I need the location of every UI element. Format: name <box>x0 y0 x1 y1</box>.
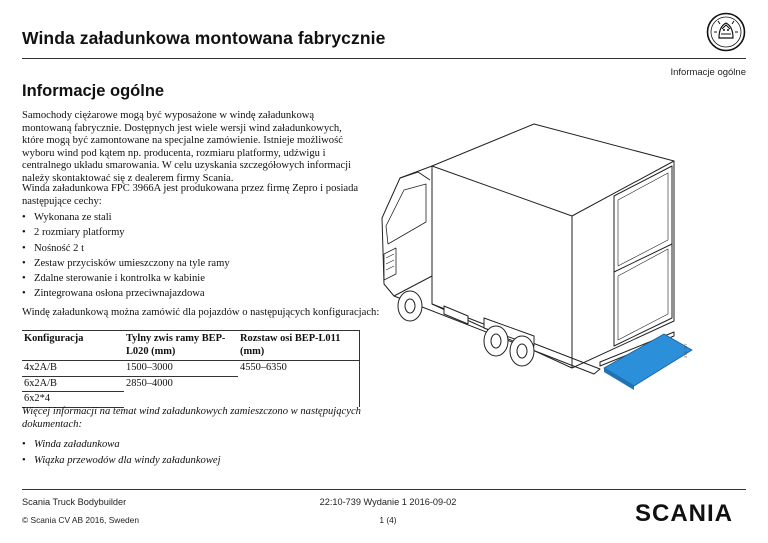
table-row <box>22 361 360 377</box>
feature-list <box>22 210 230 302</box>
list-item: • Zdalne sterowanie i kontrolka w kabinie <box>22 271 230 286</box>
list-item: • 2 rozmiary platformy <box>22 225 230 240</box>
document-title: Winda załadunkowa montowana fabrycznie <box>22 28 386 48</box>
publication-name: Scania Truck Bodybuilder <box>22 497 127 507</box>
table-cell: 1500–3000 <box>124 361 238 377</box>
copyright-text: © Scania CV AB 2016, Sweden <box>22 515 139 525</box>
table-cell: 6x2*4 <box>22 392 124 408</box>
list-item: • Wykonana ze stali <box>22 210 230 225</box>
column-header-wheelbase: Rozstaw osi BEP-L011 (mm) <box>238 331 360 361</box>
column-header-configuration: Konfiguracja <box>22 331 124 361</box>
configuration-table <box>22 330 360 408</box>
truck-tail-lift-illustration <box>374 106 694 396</box>
table-cell: 2850–4000 <box>124 376 238 407</box>
column-header-overhang: Tylny zwis ramy BEP-L020 (mm) <box>124 331 238 361</box>
scania-griffin-seal-icon <box>706 12 746 52</box>
further-info-paragraph: Więcej informacji na temat wind załadunkowych zamieszczono w następujących dokumentach: <box>22 406 361 430</box>
lift-description-paragraph: Winda załadunkowa FPC 3966A jest produkowana przez firmę Zepro i posiada następujące cechy: <box>22 183 359 207</box>
table-header-row <box>22 331 360 361</box>
section-tag: Informacje ogólne <box>670 67 746 78</box>
related-doc-link[interactable]: • Wiązka przewodów dla windy załadunkowej <box>22 453 221 469</box>
footer-divider <box>22 489 746 490</box>
brand-name: SCANIA <box>634 500 734 526</box>
page-number: 1 (4) <box>379 515 397 525</box>
related-documents-list <box>22 437 221 468</box>
header-divider <box>22 58 746 59</box>
table-cell: 4550–6350 <box>238 361 360 408</box>
scania-wordmark-logo <box>622 500 746 526</box>
figure-code: 374 787 <box>683 343 688 358</box>
section-heading: Informacje ogólne <box>22 82 165 100</box>
list-item: • Zestaw przycisków umieszczony na tyle ramy <box>22 256 230 271</box>
table-cell: 4x2A/B <box>22 361 124 377</box>
document-number: 22:10-739 Wydanie 1 2016-09-02 <box>319 497 457 507</box>
related-doc-link[interactable]: • Winda załadunkowa <box>22 437 221 453</box>
table-cell: 6x2A/B <box>22 376 124 392</box>
truck-cab <box>382 166 432 296</box>
list-item: • Nośność 2 t <box>22 241 230 256</box>
intro-paragraph: Samochody ciężarowe mogą być wyposażone w windę załadunkową montowaną fabrycznie. Dostępnych jest wiele wersji wind załadunkowych, które mogą być zamontowane na specjalne zamówienie. Istnieje możliwość wyboru wind pod kątem np. producenta, rozmiaru platformy, udźwigu i centralnego układu smarowania. W celu uzyskania szczegółowych informacji należy skontaktować się z dealerem firmy Scania. <box>22 110 352 184</box>
list-item: • Zintegrowana osłona przeciwnajazdowa <box>22 286 230 301</box>
configurations-paragraph: Windę załadunkową można zamówić dla pojazdów o następujących konfiguracjach: <box>22 307 380 318</box>
